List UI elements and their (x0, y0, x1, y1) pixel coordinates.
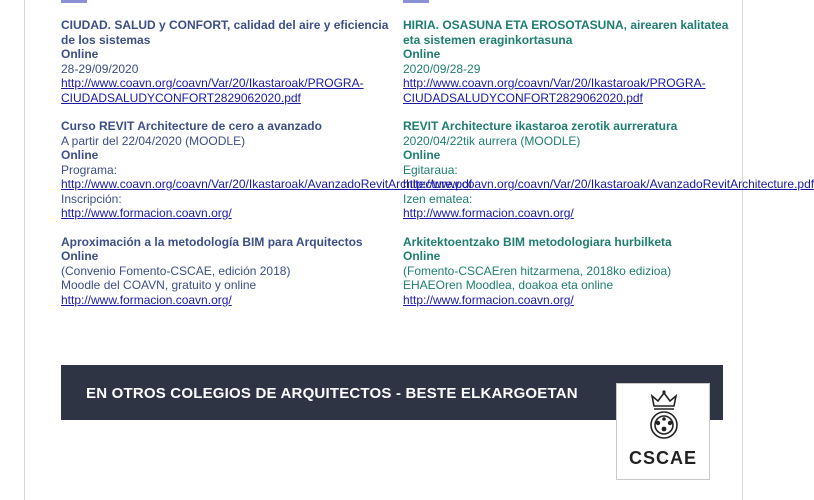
banner-title: EN OTROS COLEGIOS DE ARQUITECTOS - BESTE ELKARGOETAN (86, 385, 578, 402)
course-block (403, 18, 733, 105)
course-block (403, 235, 733, 308)
course-mode: Online (61, 148, 99, 162)
courses-column-eu (403, 18, 814, 321)
course-program-link[interactable]: http://www.coavn.org/coavn/Var/20/Ikastaroak/PROGRA-CIUDADSALUDYCONFORT2829062020.pdf (61, 76, 364, 105)
course-title: Curso REVIT Architecture de cero a avanzado (61, 119, 322, 133)
cscae-logo[interactable] (616, 383, 710, 480)
top-marker-right (403, 0, 429, 3)
course-date: 28-29/09/2020 (61, 61, 139, 76)
registration-label: Izen ematea: (403, 191, 473, 206)
course-info: EHAEOren Moodlea, doakoa eta online (403, 278, 614, 292)
course-mode: Online (61, 47, 99, 61)
course-info: (Fomento-CSCAEren hitzarmena, 2018ko edizioa) (403, 263, 672, 278)
course-mode: Online (61, 249, 99, 263)
course-date: A partir del 22/04/2020 (MOODLE) (61, 133, 246, 148)
course-program-link[interactable]: http://www.coavn.org/coavn/Var/20/Ikastaroak/AvanzadoRevitArchitecture.pdf (403, 177, 814, 191)
course-link[interactable]: http://www.formacion.coavn.org/ (403, 292, 574, 307)
course-block (61, 18, 391, 105)
program-label: Programa: (61, 162, 118, 177)
course-title: REVIT Architecture ikastaroa zerotik aurreratura (403, 119, 678, 133)
registration-link[interactable]: http://www.formacion.coavn.org/ (61, 206, 232, 220)
course-title: Aproximación a la metodología BIM para Arquitectos (61, 234, 363, 249)
course-date: 2020/04/22tik aurrera (MOODLE) (403, 133, 581, 148)
program-label: Egitaraua: (403, 162, 458, 177)
crown-crest-icon (642, 388, 686, 446)
course-block (403, 119, 814, 221)
course-info: (Convenio Fomento-CSCAE, edición 2018) (61, 263, 291, 278)
registration-label: Inscripción: (61, 191, 122, 206)
course-mode: Online (403, 148, 441, 162)
course-info: Moodle del COAVN, gratuito y online (61, 278, 257, 292)
course-program-link[interactable]: http://www.coavn.org/coavn/Var/20/Ikastaroak/PROGRA-CIUDADSALUDYCONFORT2829062020.pdf (403, 76, 706, 105)
course-title: Arkitektoentzako BIM metodologiara hurbilketa (403, 234, 672, 249)
course-block (61, 235, 391, 308)
course-mode: Online (403, 249, 441, 263)
top-marker-left (61, 0, 87, 3)
logo-text: CSCAE (628, 448, 697, 468)
course-mode: Online (403, 47, 441, 61)
course-link[interactable]: http://www.formacion.coavn.org/ (61, 292, 232, 307)
course-title: HIRIA. OSASUNA ETA EROSOTASUNA, airearen kalitatea eta sistemen eraginkortasuna (403, 18, 729, 47)
registration-link[interactable]: http://www.formacion.coavn.org/ (403, 206, 574, 220)
course-program-link[interactable]: http://www.coavn.org/coavn/Var/20/Ikastaroak/AvanzadoRevitArchitecture.pdf (61, 177, 473, 191)
course-date: 2020/09/28-29 (403, 61, 481, 76)
course-title: CIUDAD. SALUD y CONFORT, calidad del aire y eficiencia de los sistemas (61, 18, 389, 47)
